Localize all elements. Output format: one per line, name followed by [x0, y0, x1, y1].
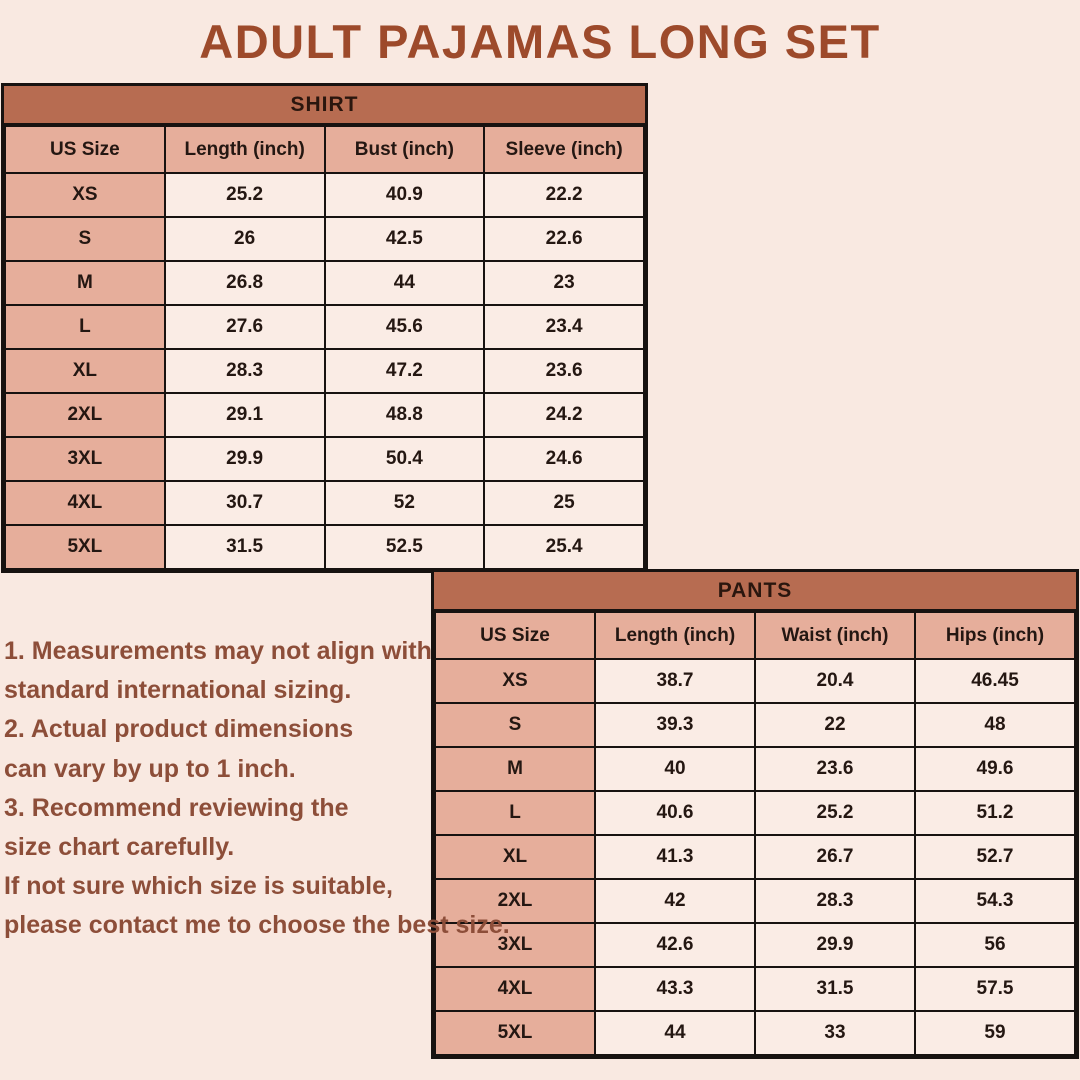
measurement-value-cell: 30.7 [165, 481, 325, 525]
table-row [435, 703, 1075, 747]
size-label-cell: L [5, 305, 165, 349]
measurement-value-cell: 59 [915, 1011, 1075, 1055]
measurement-value-cell: 25.4 [484, 525, 644, 569]
measurement-value-cell: 24.6 [484, 437, 644, 481]
note-line: standard international sizing. [4, 676, 352, 705]
table-row [5, 525, 644, 569]
measurement-value-cell: 54.3 [915, 879, 1075, 923]
table-row [5, 349, 644, 393]
measurement-value-cell: 50.4 [325, 437, 485, 481]
column-header-cell: US Size [435, 612, 595, 659]
size-label-cell: M [5, 261, 165, 305]
shirt-size-table [1, 83, 648, 573]
shirt-table-grid [4, 125, 645, 570]
measurement-value-cell: 26.7 [755, 835, 915, 879]
pants-table-title: PANTS [434, 572, 1076, 611]
size-label-cell: 4XL [5, 481, 165, 525]
note-line: 3. Recommend reviewing the [4, 793, 349, 822]
measurement-value-cell: 25.2 [755, 791, 915, 835]
measurement-value-cell: 28.3 [165, 349, 325, 393]
measurement-value-cell: 22 [755, 703, 915, 747]
column-header-cell: US Size [5, 126, 165, 173]
table-row [435, 879, 1075, 923]
measurement-value-cell: 23 [484, 261, 644, 305]
column-header-cell: Waist (inch) [755, 612, 915, 659]
note-line: If not sure which size is suitable, [4, 872, 393, 901]
measurement-value-cell: 31.5 [165, 525, 325, 569]
measurement-value-cell: 44 [595, 1011, 755, 1055]
measurement-value-cell: 27.6 [165, 305, 325, 349]
size-label-cell: 2XL [435, 879, 595, 923]
measurement-value-cell: 22.2 [484, 173, 644, 217]
measurement-value-cell: 24.2 [484, 393, 644, 437]
size-label-cell: M [435, 747, 595, 791]
measurement-value-cell: 26 [165, 217, 325, 261]
size-label-cell: 4XL [435, 967, 595, 1011]
measurement-value-cell: 38.7 [595, 659, 755, 703]
table-row [435, 747, 1075, 791]
size-label-cell: S [435, 703, 595, 747]
measurement-value-cell: 40.6 [595, 791, 755, 835]
size-label-cell: S [5, 217, 165, 261]
measurement-value-cell: 29.9 [755, 923, 915, 967]
measurement-value-cell: 52.5 [325, 525, 485, 569]
size-label-cell: XS [5, 173, 165, 217]
measurement-value-cell: 26.8 [165, 261, 325, 305]
measurement-value-cell: 29.1 [165, 393, 325, 437]
table-row [5, 217, 644, 261]
pants-size-table [431, 569, 1079, 1059]
measurement-value-cell: 45.6 [325, 305, 485, 349]
sizing-notes [4, 632, 510, 946]
size-label-cell: 3XL [435, 923, 595, 967]
measurement-value-cell: 42 [595, 879, 755, 923]
measurement-value-cell: 52 [325, 481, 485, 525]
measurement-value-cell: 47.2 [325, 349, 485, 393]
note-line: size chart carefully. [4, 833, 235, 862]
table-row [5, 305, 644, 349]
table-row [435, 967, 1075, 1011]
measurement-value-cell: 41.3 [595, 835, 755, 879]
size-label-cell: XL [5, 349, 165, 393]
measurement-value-cell: 33 [755, 1011, 915, 1055]
table-row [5, 173, 644, 217]
size-label-cell: L [435, 791, 595, 835]
column-header-row [435, 612, 1075, 659]
measurement-value-cell: 23.6 [484, 349, 644, 393]
measurement-value-cell: 43.3 [595, 967, 755, 1011]
note-line: 1. Measurements may not align with [4, 637, 432, 665]
column-header-cell: Sleeve (inch) [484, 126, 644, 173]
table-row [5, 481, 644, 525]
measurement-value-cell: 56 [915, 923, 1075, 967]
measurement-value-cell: 40.9 [325, 173, 485, 217]
table-row [435, 1011, 1075, 1055]
column-header-cell: Length (inch) [595, 612, 755, 659]
size-label-cell: XL [435, 835, 595, 879]
measurement-value-cell: 51.2 [915, 791, 1075, 835]
measurement-value-cell: 25.2 [165, 173, 325, 217]
measurement-value-cell: 23.4 [484, 305, 644, 349]
measurement-value-cell: 20.4 [755, 659, 915, 703]
page-title: ADULT PAJAMAS LONG SET [199, 15, 881, 68]
measurement-value-cell: 42.5 [325, 217, 485, 261]
table-row [435, 659, 1075, 703]
size-label-cell: 5XL [435, 1011, 595, 1055]
table-row [5, 437, 644, 481]
measurement-value-cell: 40 [595, 747, 755, 791]
note-line: please contact me to choose the best size. [4, 911, 510, 940]
column-header-row [5, 126, 644, 173]
pants-table-grid [434, 611, 1076, 1056]
table-row [5, 261, 644, 305]
table-row [435, 835, 1075, 879]
measurement-value-cell: 42.6 [595, 923, 755, 967]
measurement-value-cell: 25 [484, 481, 644, 525]
note-line: can vary by up to 1 inch. [4, 754, 296, 783]
measurement-value-cell: 44 [325, 261, 485, 305]
size-label-cell: 3XL [5, 437, 165, 481]
size-label-cell: XS [435, 659, 595, 703]
measurement-value-cell: 29.9 [165, 437, 325, 481]
measurement-value-cell: 57.5 [915, 967, 1075, 1011]
measurement-value-cell: 31.5 [755, 967, 915, 1011]
size-label-cell: 5XL [5, 525, 165, 569]
shirt-table-title: SHIRT [4, 86, 645, 125]
column-header-cell: Hips (inch) [915, 612, 1075, 659]
note-line: 2. Actual product dimensions [4, 715, 354, 744]
column-header-cell: Length (inch) [165, 126, 325, 173]
table-row [5, 393, 644, 437]
size-label-cell: 2XL [5, 393, 165, 437]
measurement-value-cell: 28.3 [755, 879, 915, 923]
table-row [435, 791, 1075, 835]
measurement-value-cell: 46.45 [915, 659, 1075, 703]
measurement-value-cell: 23.6 [755, 747, 915, 791]
measurement-value-cell: 48.8 [325, 393, 485, 437]
table-row [435, 923, 1075, 967]
measurement-value-cell: 48 [915, 703, 1075, 747]
measurement-value-cell: 39.3 [595, 703, 755, 747]
measurement-value-cell: 49.6 [915, 747, 1075, 791]
measurement-value-cell: 52.7 [915, 835, 1075, 879]
measurement-value-cell: 22.6 [484, 217, 644, 261]
column-header-cell: Bust (inch) [325, 126, 485, 173]
